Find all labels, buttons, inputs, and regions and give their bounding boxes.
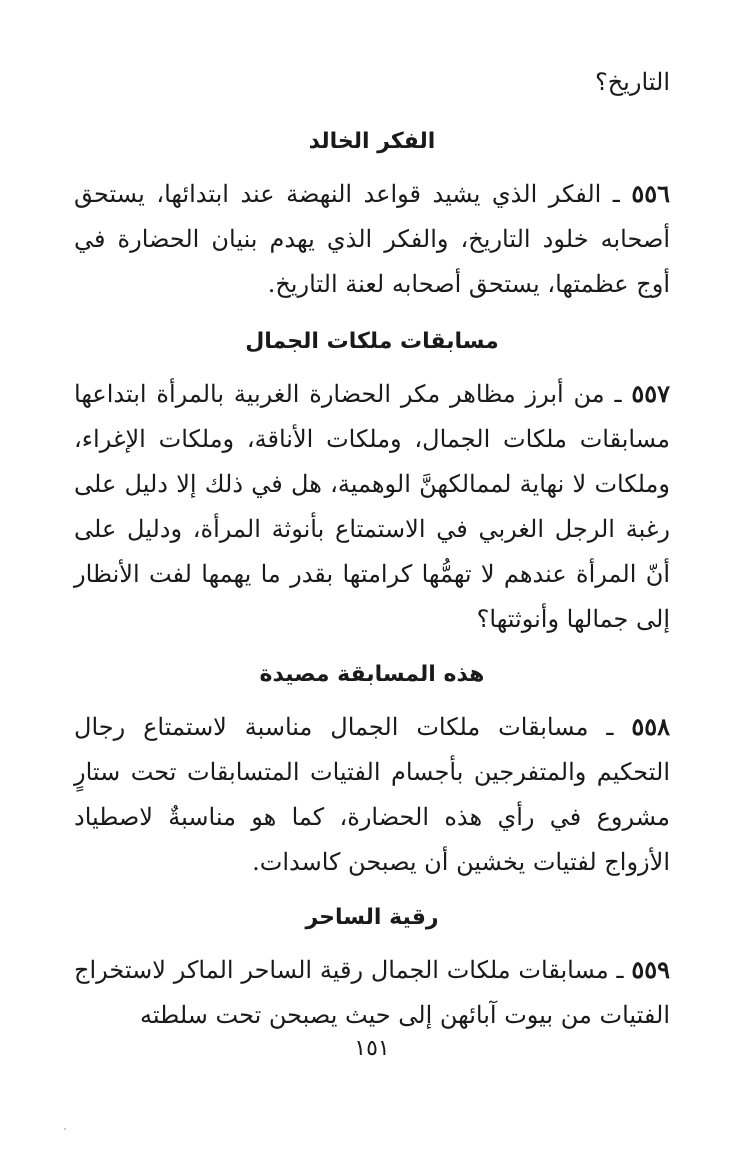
paragraph-number: ٥٥٩ <box>631 955 670 984</box>
paragraph-text: ـ مسابقات ملكات الجمال مناسبة لاستمتاع رجال التحكيم والمتفرجين بأجسام الفتيات المتسابقات تحت ستارٍ مشروع في رأي هذه الحضارة، كما هو مناسبةٌ لاصطياد الأزواج لفتيات يخشين أن يصبحن كاسدات. <box>74 713 670 876</box>
section-heading: الفكر الخالد <box>308 129 436 154</box>
page-content <box>74 60 670 1038</box>
section-heading: هذه المسابقة مصيدة <box>259 662 485 687</box>
paragraph-text: ـ من أبرز مظاهر مكر الحضارة الغربية بالمرأة ابتداعها مسابقات ملكات الجمال، وملكات الأناقة، وملكات الإغراء، وملكات لا نهاية لممالكهنَّ الوهمية، هل في ذلك إلا دليل على رغبة الرجل الغربي في الاستمتاع بأنوثة المرأة، ودليل على أنّ المرأة عندهم لا تهمُّها كرامتها بقدر ما يهمها لفت الأنظار إلى جمالها وأنوثتها؟ <box>74 380 670 633</box>
scan-speck <box>64 1128 66 1130</box>
paragraph-text: ـ مسابقات ملكات الجمال رقية الساحر الماكر لاستخراج الفتيات من بيوت آبائهن إلى حيث يصبحن تحت سلطته <box>74 956 670 1029</box>
section-heading: رقية الساحر <box>305 905 439 930</box>
section-paragraph <box>74 171 670 307</box>
section-paragraph <box>74 704 670 885</box>
section-heading: مسابقات ملكات الجمال <box>245 329 499 354</box>
paragraph-number: ٥٥٦ <box>631 179 670 208</box>
continuation-text: التاريخ؟ <box>594 68 670 96</box>
paragraph-number: ٥٥٧ <box>631 379 670 408</box>
section-paragraph <box>74 371 670 642</box>
page-number: ١٥١ <box>354 1036 390 1061</box>
section-paragraph <box>74 947 670 1038</box>
paragraph-number: ٥٥٨ <box>631 712 670 741</box>
paragraph-text: ـ الفكر الذي يشيد قواعد النهضة عند ابتدائها، يستحق أصحابه خلود التاريخ، والفكر الذي يهدم بنيان الحضارة في أوج عظمتها، يستحق أصحابه لعنة التاريخ. <box>74 180 670 298</box>
